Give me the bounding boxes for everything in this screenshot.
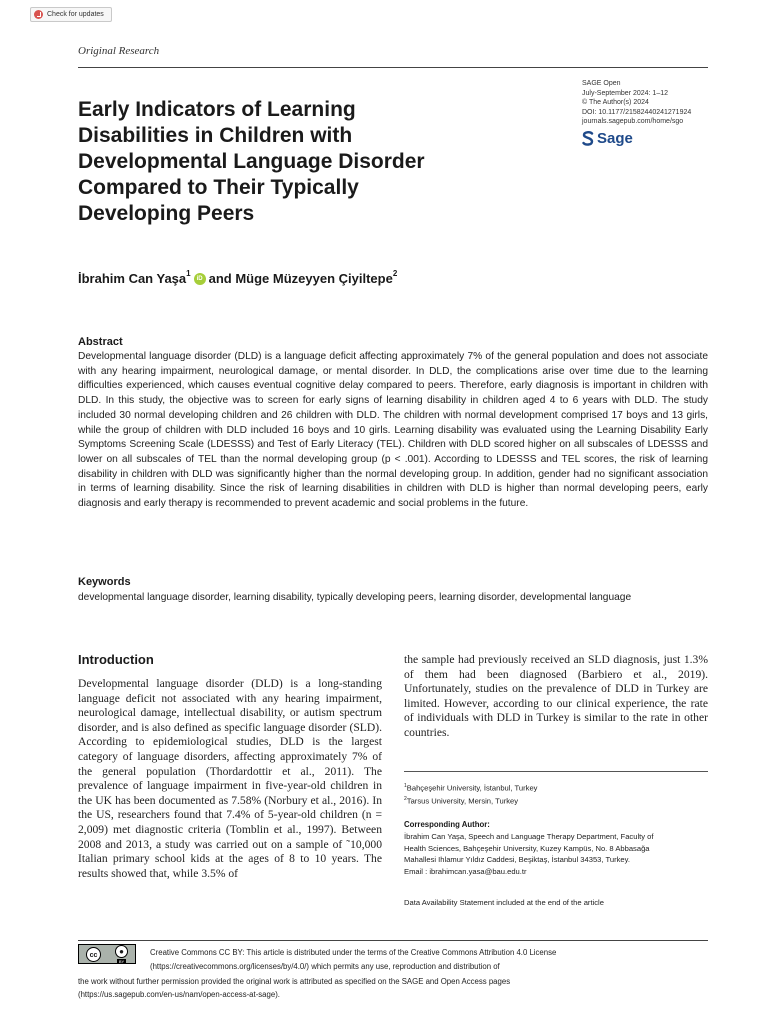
keywords-text: developmental language disorder, learning disability, typically developing peers, learning disorder, developmental language bbox=[78, 592, 632, 603]
person-icon: ● bbox=[115, 945, 128, 958]
affiliation-1-mark: 1 bbox=[404, 783, 407, 789]
affiliation-1 bbox=[404, 781, 537, 794]
affiliations bbox=[404, 781, 537, 807]
journal-url[interactable]: journals.sagepub.com/home/sgo bbox=[582, 118, 684, 126]
updates-badge-label: Check for updates bbox=[47, 11, 104, 18]
license-open-access-link[interactable]: (https://us.sagepub.com/en-us/nam/open-access-at-sage). bbox=[78, 990, 280, 1000]
abstract-text: Developmental language disorder (DLD) is a language deficit affecting approximately 7% of the general population and does not associate with any hearing impairment, neurological damage, or mental disorder. In DLD, the complications arise over time due to the learning difficulties experienced, which causes eventual cognitive delay compared to peers. Therefore, early diagnosis is important in children with DLD. In this study, the objective was to screen for early signs of learning disability in children aged 4 to 6 years with DLD. The study included 30 normal developing children and 26 children with DLD. The children with normal development comprised 17 boys and 13 girls, while the group of children with DLD included 16 boys and 10 girls. Learning disability was evaluated using the Learning Disability Early Symptoms Screening Scale (LDESSS) and Test of Early Literacy (TEL). Children with DLD scored higher on all subscales of LDESSS and lower on all subscales of TEL than the normal developing group (p < .001). According to LDESSS and TEL scores, the risk of learning disability in children with DLD was significantly higher than the normal developing group. In addition, gender had no significant association in terms of learning disability. Since the risk of learning disabilities in children with DLD is higher than normal developing peers, early diagnosis and early therapy is recommended to prevent academic and social problems in the future. bbox=[78, 351, 708, 510]
corresponding-author-details bbox=[404, 831, 704, 877]
author-1-affiliation-mark: 1 bbox=[186, 269, 191, 278]
data-availability-note: Data Availability Statement included at the end of the article bbox=[404, 898, 604, 907]
section-label: Original Research bbox=[78, 45, 160, 57]
journal-copyright: © The Author(s) 2024 bbox=[582, 99, 649, 107]
affiliation-2-mark: 2 bbox=[404, 796, 407, 803]
journal-doi[interactable]: DOI: 10.1177/21582440241271924 bbox=[582, 108, 692, 116]
keywords-heading: Keywords bbox=[78, 576, 131, 588]
check-icon bbox=[34, 10, 43, 19]
author-1-name[interactable]: İbrahim Can Yaşa bbox=[78, 271, 187, 286]
introduction-heading: Introduction bbox=[78, 652, 154, 667]
by-label: BY bbox=[118, 958, 125, 964]
corresponding-author-line: İbrahim Can Yaşa, Speech and Language Therapy Department, Faculty of bbox=[404, 832, 654, 841]
corresponding-author-email[interactable]: Email : ibrahimcan.yasa@bau.edu.tr bbox=[404, 866, 527, 876]
introduction-column-2: the sample had previously received an SLD diagnosis, just 1.3% of them had been diagnosed (Barbiero et al., 2019). Unfortunately, studies on the prevalence of DLD in Turkey are limited. However, according to our clinical experience, the rate of individuals with DLD in Turkey is similar to the rate in other countries. bbox=[404, 653, 708, 739]
orcid-icon[interactable]: iD bbox=[194, 273, 206, 285]
journal-name: SAGE Open bbox=[582, 80, 621, 87]
article-title: Early Indicators of Learning Disabilities in Children with Developmental Language Disorder Compared to Their Typically Developing Peers bbox=[78, 98, 425, 225]
sage-s-icon bbox=[582, 131, 594, 146]
author-2-name[interactable]: and Müge Müzeyyen Çiyiltepe bbox=[208, 271, 393, 286]
check-for-updates-badge[interactable] bbox=[30, 7, 112, 22]
top-divider bbox=[78, 67, 708, 68]
corresponding-author-line: Health Sciences, Bahçeşehir University, Kuzey Kampüs, No. 8 Abbasağa bbox=[404, 843, 650, 853]
journal-issue: July-September 2024: 1–12 bbox=[582, 89, 668, 97]
corresponding-author-heading: Corresponding Author: bbox=[404, 820, 490, 829]
journal-info bbox=[582, 79, 691, 127]
license-text-rest bbox=[78, 975, 638, 1001]
publisher-logo bbox=[582, 130, 633, 147]
affiliation-2-text: Tarsus University, Mersin, Turkey bbox=[406, 796, 519, 806]
cc-by-license-badge[interactable] bbox=[78, 944, 136, 964]
publisher-logo-text: Sage bbox=[597, 130, 633, 147]
affiliation-1-text: Bahçeşehir University, İstanbul, Turkey bbox=[406, 783, 538, 793]
introduction-column-1: Developmental language disorder (DLD) is a long-standing language deficit not associated with any hearing impairment, neurological damage, intellectual disability, or autism spectrum disorder, and is also defined as specific language disorder (SLD). According to epidemiological studies, DLD is the largest category of language disorders, affecting approximately 7% of the general population (Thordardottir et al., 2011). The prevalence of language impairment in five-year-old children in the UK has been documented as 7.58% (Norbury et al., 2016). In the US, researchers found that 7.4% of 5-year-old children (n = 2,009) met diagnostic criteria (Tomblin et al., 1997). Between 2008 and 2013, a study was carried out on a sample of ˜10,000 Italian primary school kids at the ages of 8 to 10 years. The results showed that, while 3.5% of bbox=[78, 677, 382, 880]
license-text-line-1: Creative Commons CC BY: This article is distributed under the terms of the Creative Commons Attribution 4.0 License bbox=[150, 948, 557, 957]
affiliation-2 bbox=[404, 794, 537, 807]
author-2-affiliation-mark: 2 bbox=[392, 269, 398, 278]
license-text-line-3: the work without further permission provided the original work is attributed as specified on the SAGE and Open Access pages bbox=[78, 977, 511, 986]
author-list bbox=[78, 271, 397, 286]
corresponding-author-line: Mahallesi Ihlamur Yıldız Caddesi, Beşiktaş, İstanbul 34353, Turkey. bbox=[404, 855, 630, 865]
footnote-divider bbox=[404, 771, 708, 772]
abstract-heading: Abstract bbox=[78, 336, 123, 348]
creative-commons-icon: cc bbox=[86, 947, 101, 962]
license-url-line[interactable]: (https://creativecommons.org/licenses/by/4.0/) which permits any use, reproduction and distribution of bbox=[150, 962, 500, 971]
bottom-divider bbox=[78, 940, 708, 941]
attribution-icon bbox=[115, 945, 128, 964]
